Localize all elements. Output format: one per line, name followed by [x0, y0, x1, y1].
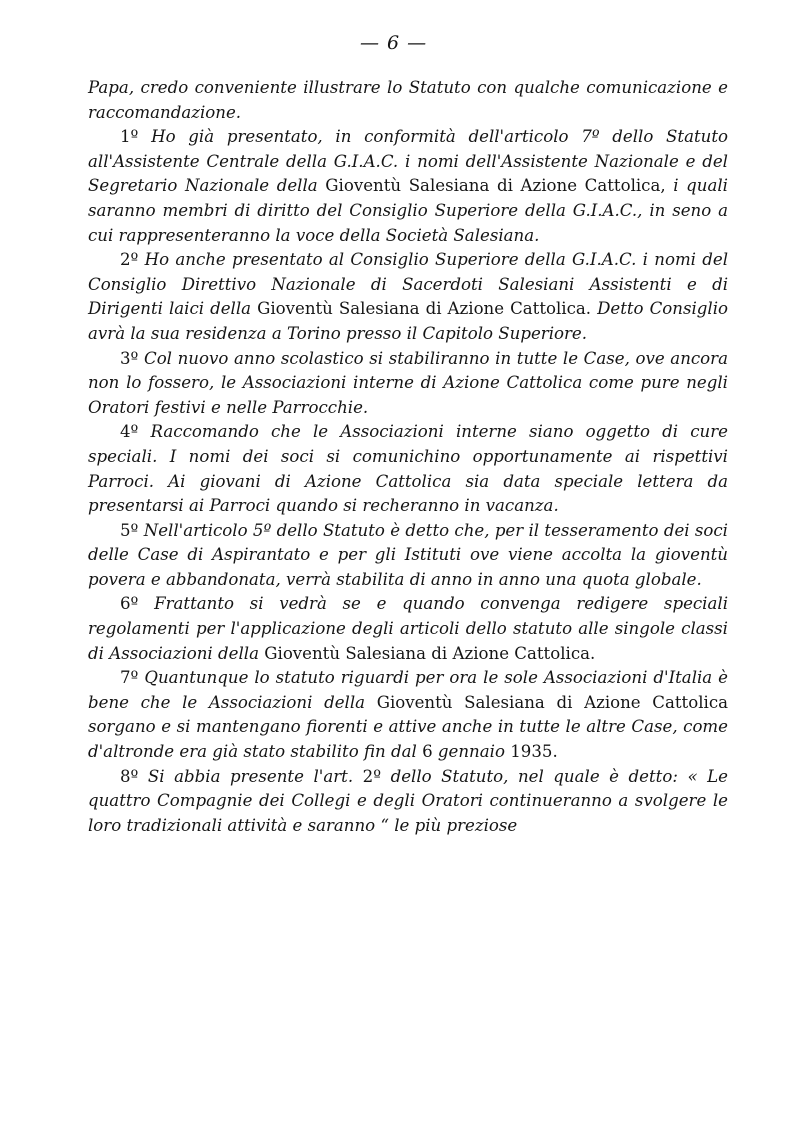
paragraph-item-4	[88, 420, 728, 518]
item-number: 2º	[120, 250, 145, 270]
paragraph-item-3	[88, 347, 728, 421]
text-segment: 6	[422, 742, 433, 762]
text-segment: Raccomando che le Associazioni interne siano oggetto di cure speciali. I nomi dei soci si comunichino opportunamente ai rispettivi Parroci. Ai giovani di Azione Cattolica sia data speciale lettera da presentarsi ai Parroci quando si recheranno in vacanza.	[88, 422, 728, 516]
text-segment: Detto Consiglio avrà la sua residenza a Torino presso il Capitolo Superiore.	[88, 299, 728, 343]
paragraph-item-1	[88, 125, 728, 248]
paragraph-item-5	[88, 519, 728, 593]
text-segment: Si abbia presente l'art.	[147, 766, 363, 786]
item-number: 4º	[120, 422, 151, 442]
item-number: 1º	[120, 127, 152, 147]
text-segment: dello Statuto, nel quale è detto: « Le quattro Compagnie dei Collegi e degli Oratori continueranno a svolgere le loro tradizionali attività e saranno “ le più preziose	[88, 766, 728, 835]
text-segment: gennaio	[432, 742, 511, 762]
text-segment: 2º	[362, 766, 391, 786]
text-segment: Ho già presentato, in conformità dell'articolo 7º dello Statuto all'Assistente Centrale della G.I.A.C. i nomi dell'Assistente Nazionale e del Segretario Nazionale della	[88, 127, 729, 196]
document-body	[88, 76, 728, 838]
text-segment: Gioventù Salesiana di Azione Cattolica.	[264, 643, 596, 663]
item-number: 6º	[120, 594, 155, 614]
text-segment: Col nuovo anno scolastico si stabiliranno in tutte le Case, ove ancora non lo fossero, le Associazioni interne di Azione Cattolica come pure negli Oratori festivi e nelle Parrocchie.	[88, 348, 728, 417]
text-segment: Gioventù Salesiana di Azione Cattolica	[376, 692, 728, 712]
text-segment: Nell'articolo 5º dello Statuto è detto che, per il tesseramento dei soci delle Case di Aspirantato e per gli Istituti ove viene accolta la gioventù povera e abbandonata, verrà stabilita di anno in anno una quota globale.	[88, 520, 728, 589]
text-segment: Papa, credo conveniente illustrare lo Statuto con qualche comunicazione e raccomandazione.	[88, 78, 728, 122]
page-number: — 6 —	[360, 32, 428, 54]
text-segment: sorgano e si mantengano fiorenti e attive anche in tutte le altre Case, come d'altronde era già stato stabilito fin dal	[88, 717, 728, 762]
item-number: 5º	[120, 520, 144, 540]
text-segment: i quali saranno membri di diritto del Consiglio Superiore della G.I.A.C., in seno a cui rappresenteranno la voce della Società Salesiana.	[88, 176, 728, 245]
item-number: 8º	[120, 766, 148, 786]
text-segment: Gioventù Salesiana di Azione Cattolica.	[257, 299, 592, 319]
text-segment: Frattanto si vedrà se e quando convenga redigere speciali regolamenti per l'applicazione degli articoli dello statuto alle singole classi di Associazioni della	[88, 594, 728, 663]
text-segment: Gioventù Salesiana di Azione Cattolica,	[325, 176, 666, 196]
paragraph-item-6	[88, 592, 728, 666]
item-number: 3º	[120, 348, 144, 368]
text-segment: 1935.	[510, 742, 558, 762]
text-segment: Quantunque lo statuto riguardi per ora le sole Associazioni d'Italia è bene che le Associazioni della	[88, 668, 728, 712]
text-segment: Ho anche presentato al Consiglio Superiore della G.I.A.C. i nomi del Consiglio Direttivo Nazionale di Sacerdoti Salesiani Assistenti e di Dirigenti laici della	[88, 250, 728, 319]
paragraph-intro	[88, 76, 728, 125]
paragraph-item-8	[88, 765, 728, 839]
paragraph-item-2	[88, 248, 728, 346]
paragraph-item-7	[88, 666, 728, 764]
item-number: 7º	[120, 668, 145, 688]
